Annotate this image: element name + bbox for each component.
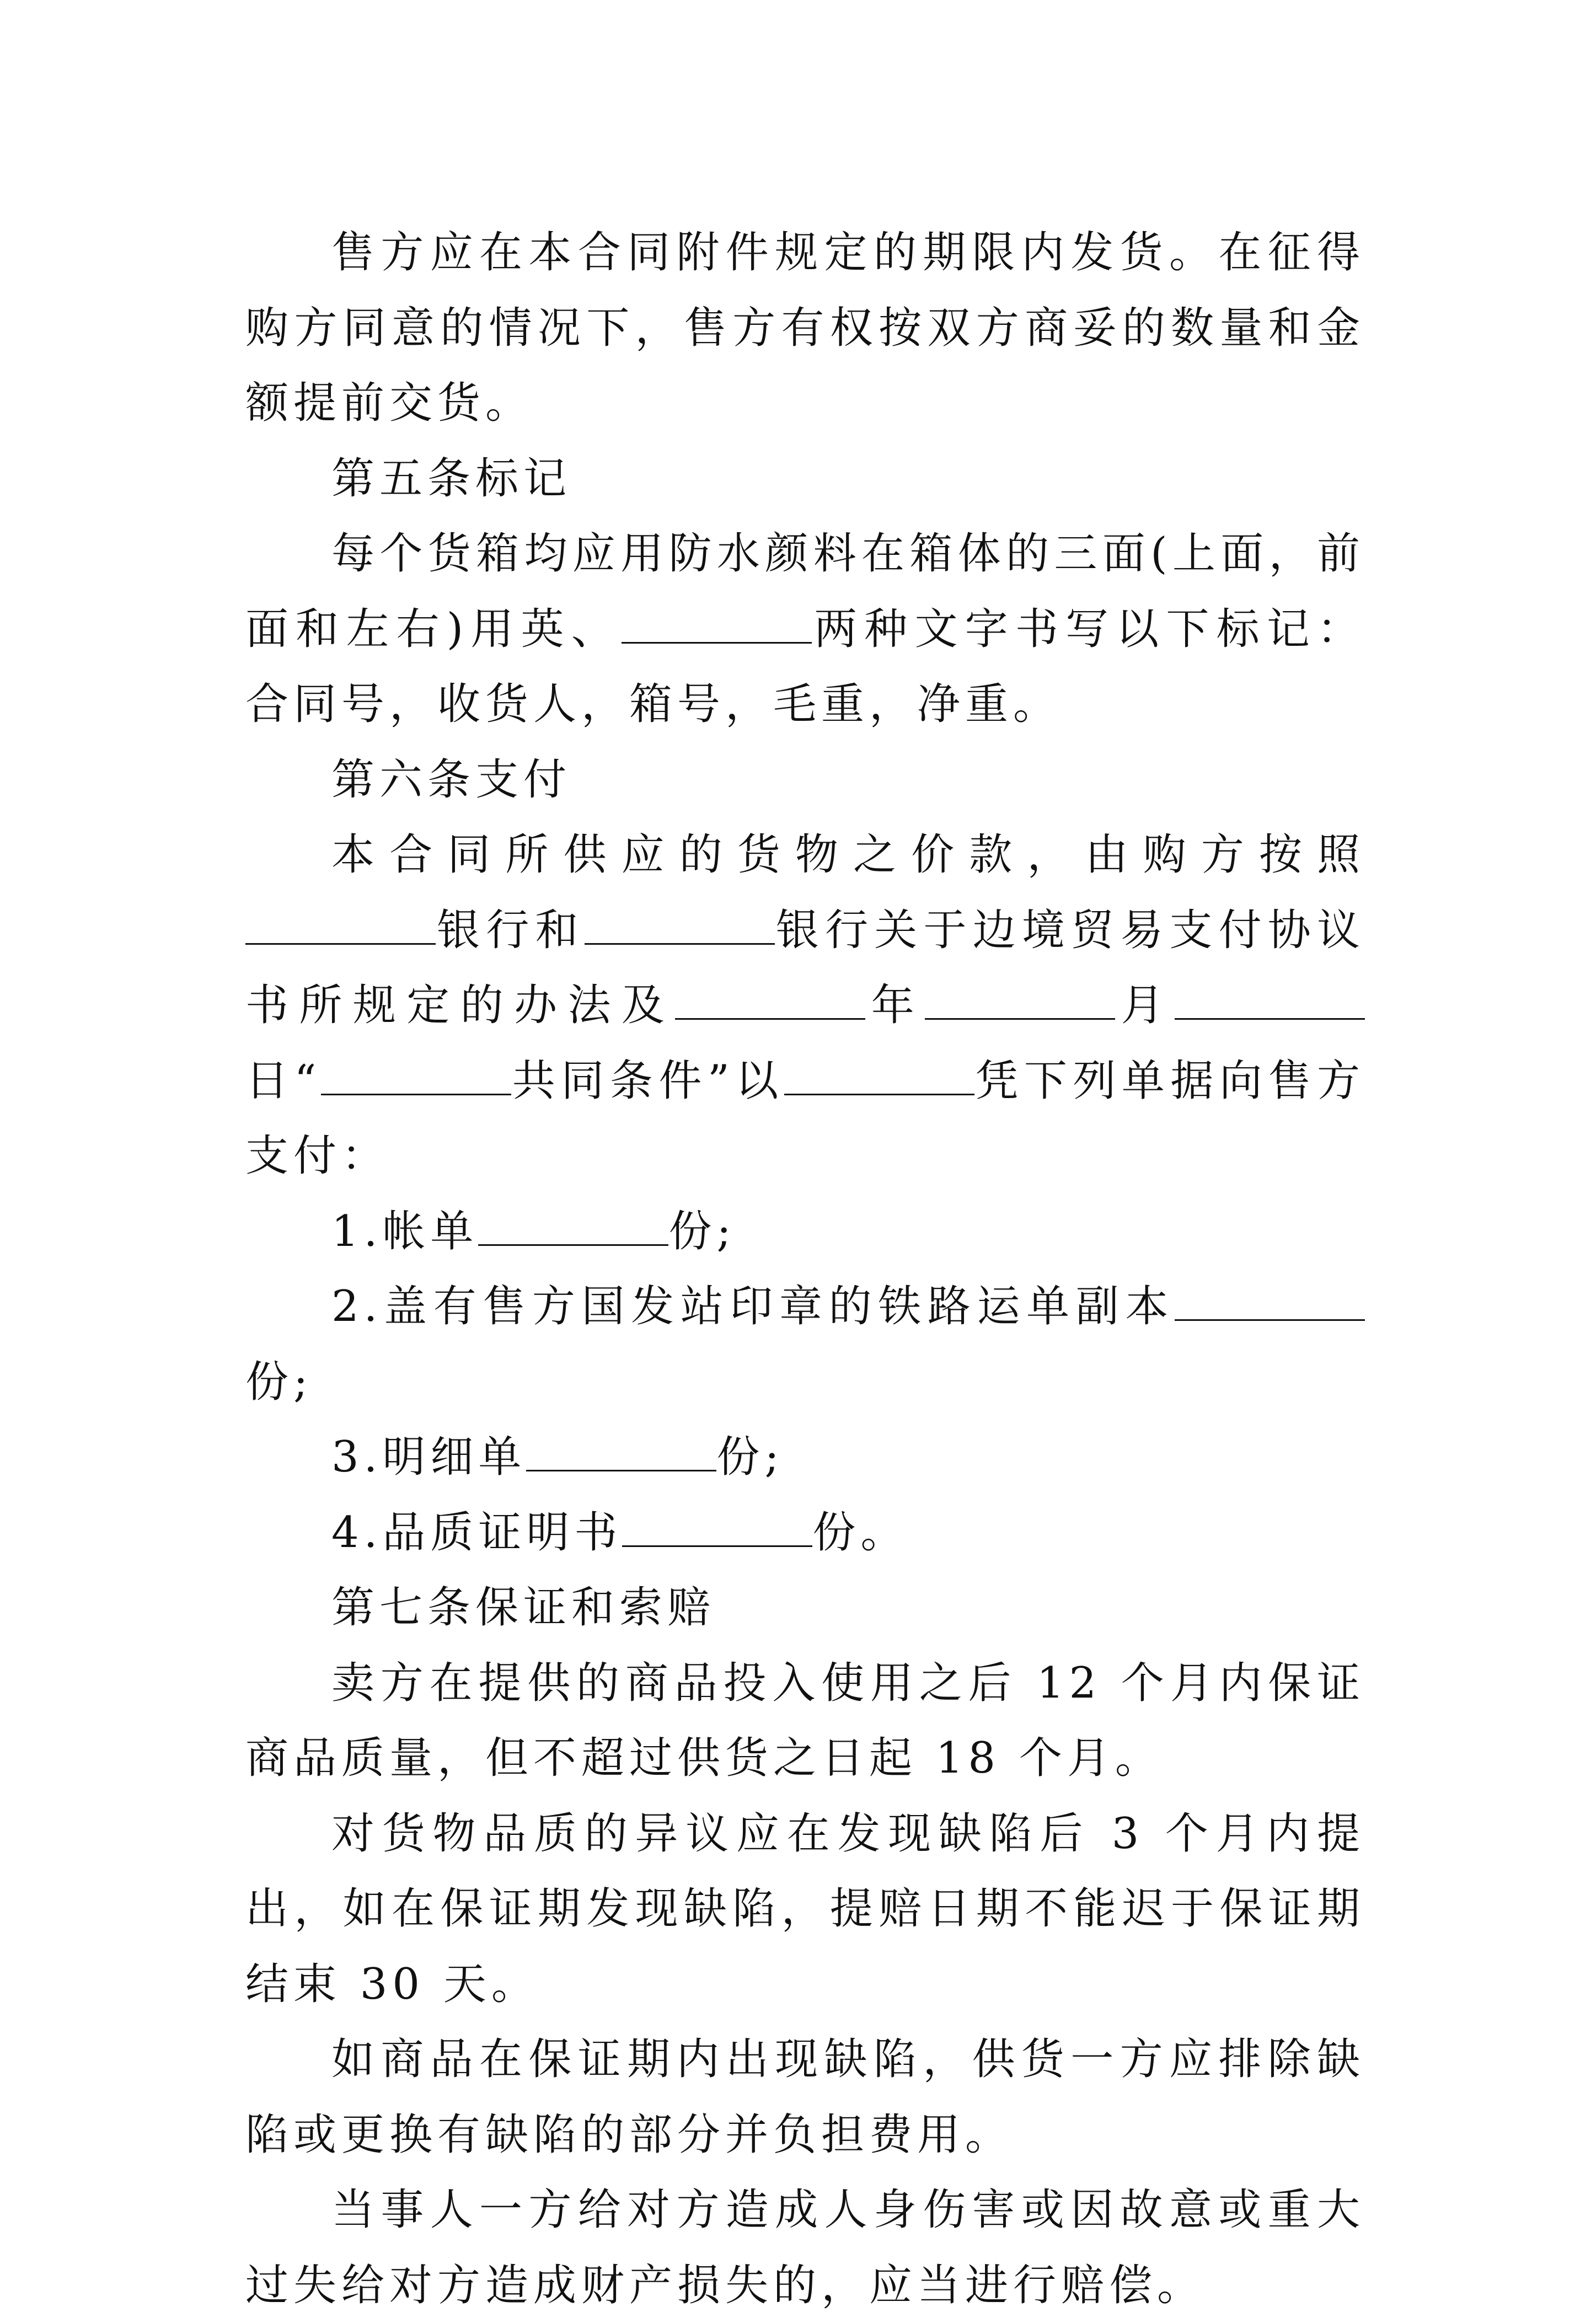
paragraph-compensation-text: 当事人一方给对方造成人身伤害或因故意或重大过失给对方造成财产损失的，应当进行赔偿。 [245,2185,1365,2310]
paragraph-payment-text-f: 日“ [245,1056,322,1106]
paragraph-payment-text-c: 银行关于边境贸易支付协议书所规定的办法及 [245,905,1365,1030]
fill-blank-waybill-copies[interactable] [1175,1286,1365,1321]
fill-blank-method[interactable] [784,1061,974,1095]
paragraph-objection-text: 对货物品质的异议应在发现缺陷后 3 个月内提出，如在保证期发现缺陷，提赔日期不能迟于保证期结束 30 天。 [245,1808,1365,2009]
paragraph-payment-text-h: 凭下列单据向售方支付： [245,1056,1365,1181]
list-item-quality-certificate-text: 4.品质证明书 [331,1507,623,1557]
fill-blank-bank-2[interactable] [585,910,775,945]
list-item-waybill [245,1269,1365,1420]
fill-blank-day[interactable] [1175,985,1365,1020]
paragraph-payment-text-a: 本合同所供应的货物之价款，由购方按照 [331,830,1365,880]
list-item-packing-list [245,1420,1365,1495]
list-item-waybill-unit: 份; [245,1357,313,1407]
paragraph-payment-text-g: 共同条件”以 [511,1056,784,1106]
paragraph-delivery-text: 售方应在本合同附件规定的期限内发货。在征得购方同意的情况下，售方有权按双方商妥的数量和金额提前交货。 [245,228,1365,428]
heading-article-7 [245,1570,1365,1646]
paragraph-warranty [245,1646,1365,1796]
paragraph-marking-text-b: 两种文字书写以下标记：合同号，收货人，箱号，毛重，净重。 [245,604,1365,729]
list-item-quality-certificate-unit: 份。 [812,1507,909,1557]
paragraph-payment-text-b: 银行和 [436,905,585,955]
paragraph-delivery [245,215,1365,441]
fill-blank-year[interactable] [675,985,865,1020]
paragraph-defect-remedy-text: 如商品在保证期内出现缺陷，供货一方应排除缺陷或更换有缺陷的部分并负担费用。 [245,2035,1365,2160]
fill-blank-language[interactable] [622,609,812,644]
heading-article-6 [245,742,1365,818]
fill-blank-bank-1[interactable] [245,910,436,945]
fill-blank-quality-certificate-copies[interactable] [622,1512,812,1547]
fill-blank-invoice-copies[interactable] [478,1211,668,1246]
heading-article-5 [245,441,1365,517]
paragraph-payment-text-e: 月 [1115,981,1175,1030]
list-item-invoice-text: 1.帐单 [331,1206,479,1256]
fill-blank-packing-list-copies[interactable] [526,1437,716,1471]
list-item-packing-list-unit: 份; [716,1432,784,1482]
list-item-packing-list-text: 3.明细单 [331,1432,527,1482]
fill-blank-conditions[interactable] [321,1061,511,1095]
paragraph-marking [245,516,1365,742]
list-item-waybill-text: 2.盖有售方国发站印章的铁路运单副本 [331,1282,1175,1331]
paragraph-payment-text-d: 年 [865,981,925,1030]
paragraph-defect-remedy [245,2022,1365,2172]
list-item-invoice-unit: 份; [668,1206,736,1256]
document-body [245,215,1365,2323]
heading-article-7-text: 第七条保证和索赔 [331,1583,716,1632]
heading-article-5-text: 第五条标记 [331,453,572,504]
paragraph-objection [245,1796,1365,2022]
paragraph-compensation [245,2172,1365,2323]
paragraph-warranty-text: 卖方在提供的商品投入使用之后 12 个月内保证商品质量，但不超过供货之日起 18 个月。 [245,1658,1365,1783]
list-item-invoice [245,1194,1365,1270]
fill-blank-month[interactable] [925,985,1115,1020]
paragraph-marking-text-a: 每个货箱均应用防水颜料在箱体的三面(上面，前面和左右)用英、 [245,529,1365,654]
list-item-quality-certificate [245,1495,1365,1571]
heading-article-6-text: 第六条支付 [331,754,572,805]
paragraph-payment [245,817,1365,1194]
